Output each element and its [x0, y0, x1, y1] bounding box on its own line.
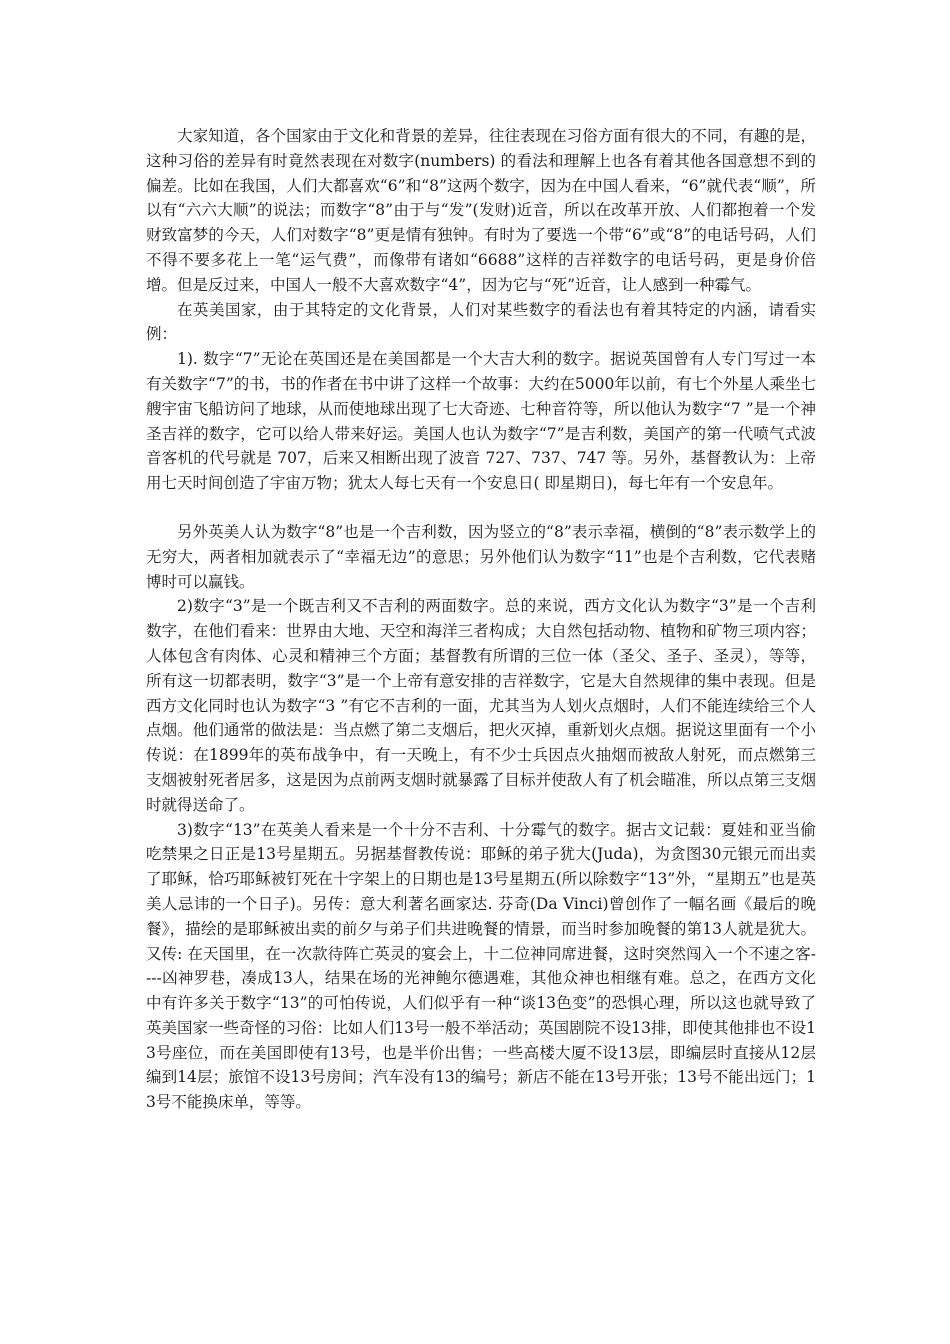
paragraph-number-8-and-11: 另外英美人认为数字“8”也是一个吉利数，因为竖立的“8”表示幸福，横倒的“8”表示数学上的无穷大，两者相加就表示了“幸福无边”的意思；另外他们认为数字“11”也是个吉利数，它代表赌博时可以赢钱。 [146, 522, 816, 591]
paragraph-number-3: 2)数字“3”是一个既吉利又不吉利的两面数字。总的来说，西方文化认为数字“3”是一个吉利数字，在他们看来：世界由大地、天空和海洋三者构成；大自然包括动物、植物和矿物三项内容；人体包含有肉体、心灵和精神三个方面；基督教有所谓的三位一体（圣父、圣子、圣灵），等等，所有这一切都表明，数字“3”是一个上帝有意安排的吉祥数字，它是大自然规律的集中表现。但是西方文化同时也认为数字“3 ”有它不吉利的一面，尤其当为人划火点烟时，人们不能连续给三个人点烟。他们通常的做法是：当点燃了第二支烟后，把火灭掉，重新划火点烟。据说这里面有一个小传说：在1899年的英布战争中，有一天晚上，有不少士兵因点火抽烟而被敌人射死，而点燃第三支烟被射死者居多，这是因为点前两支烟时就暴露了目标并使敌人有了机会瞄准，所以点第三支烟时就得送命了。 [146, 597, 816, 814]
paragraph-english-context: 在英美国家，由于其特定的文化背景，人们对某些数字的看法也有着其特定的内涵，请看实例： [146, 300, 816, 344]
paragraph-number-13: 3)数字“13”在英美人看来是一个十分不吉利、十分霉气的数字。据古文记载：夏娃和亚当偷吃禁果之日正是13号星期五。另据基督教传说：耶稣的弟子犹大(Juda)，为贪图30元银元而出卖了耶稣，恰巧耶稣被钉死在十字架上的日期也是13号星期五(所以除数字“13”外，“星期五”也是英美人忌讳的一个日子)。另传：意大利著名画家达. 芬奇(Da Vinci)曾创作了一幅名画《最后的晚餐》，描绘的是耶稣被出卖的前夕与弟子们共进晚餐的情景，而当时参加晚餐的第13人就是犹大。又传: 在天国里，在一次款待阵亡英灵的宴会上，十二位神同席进餐，这时突然闯入一个不速之客----凶神罗巷，凑成13人，结果在场的光神鲍尔德遇难，其他众神也相继有难。总之，在西方文化中有许多关于数字“13”的可怕传说，人们似乎有一种“谈13色变”的恐惧心理，所以这也就导致了英美国家一些奇怪的习俗：比如人们13号一般不举活动；英国剧院不设13排，即使其他排也不设13号座位，而在美国即使有13号，也是半价出售；一些高楼大厦不设13层，即编层时直接从12层编到14层；旅馆不设13号房间；汽车没有13的编号；新店不能在13号开张；13号不能出远门；13号不能换床单，等等。 [146, 820, 816, 1112]
document-body [146, 124, 816, 1115]
paragraph-number-7: 1). 数字“7”无论在英国还是在美国都是一个大吉大利的数字。据说英国曾有人专门写过一本有关数字“7”的书，书的作者在书中讲了这样一个故事：大约在5000年以前，有七个外星人乘坐七艘宇宙飞船访问了地球，从而使地球出现了七大奇迹、七种音符等，所以他认为数字“7 ”是一个神圣吉祥的数字，它可以给人带来好运。美国人也认为数字“7”是吉利数，美国产的第一代喷气式波音客机的代号就是 707，后来又相断出现了波音 727、737、747 等。另外，基督教认为：上帝用七天时间创造了宇宙万物；犹太人每七天有一个安息日( 即星期日)，每七年有一个安息年。 [146, 350, 816, 493]
paragraph-intro: 大家知道，各个国家由于文化和背景的差异，往往表现在习俗方面有很大的不同，有趣的是，这种习俗的差异有时竟然表现在对数字(numbers) 的看法和理解上也各有着其他各国意想不到的偏差。比如在我国，人们大都喜欢“6”和“8”这两个数字，因为在中国人看来，“6”就代表“顺”，所以有“六六大顺”的说法；而数字“8”由于与“发”(发财)近音，所以在改革开放、人们都抱着一个发财致富梦的今天，人们对数字“8”更是情有独钟。有时为了要选一个带“6”或“8”的电话号码，人们不得不要多花上一笔“运气费”，而像带有诸如“6688”这样的吉祥数字的电话号码，更是身价倍增。但是反过来，中国人一般不大喜欢数字“4”，因为它与“死”近音，让人感到一种霉气。 [146, 127, 816, 294]
